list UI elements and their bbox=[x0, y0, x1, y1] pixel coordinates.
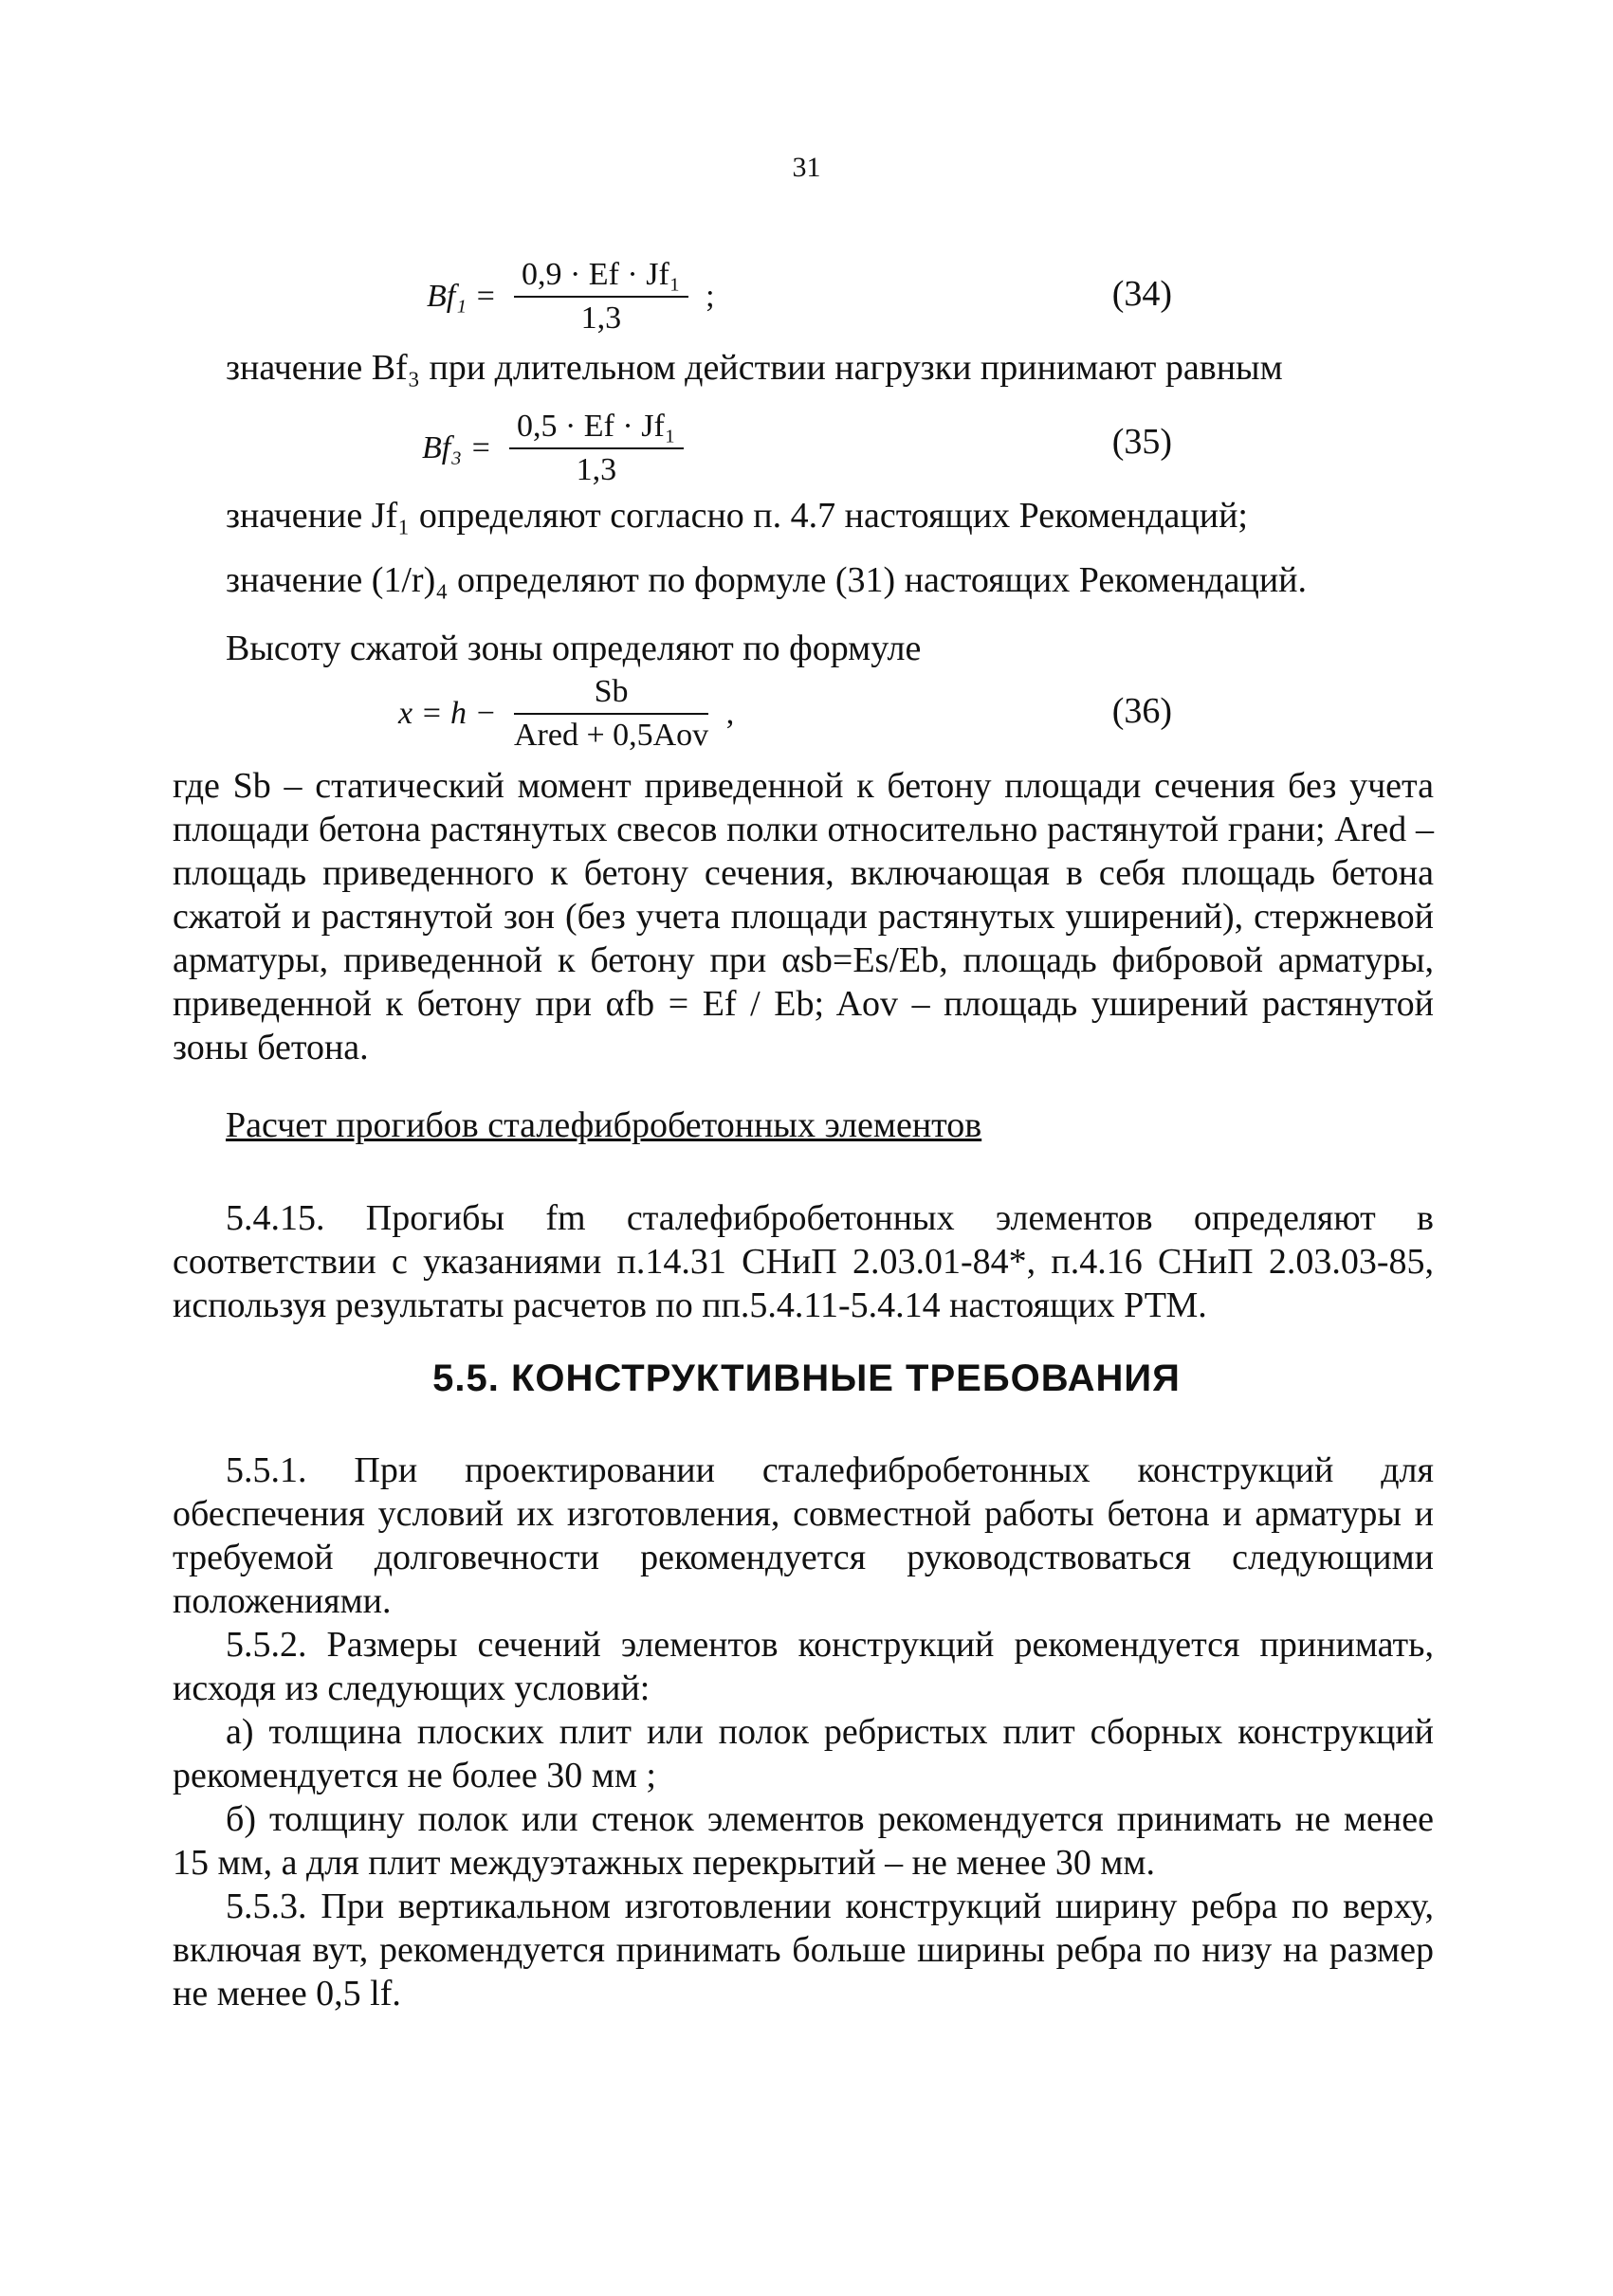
equation-34-fraction bbox=[514, 254, 688, 339]
equation-35-lhs: Bf₃ = bbox=[422, 430, 492, 465]
paragraph-5-5-2-b: б) толщину полок или стенок элементов рекомендуется принимать не менее 15 мм, а для плит междуэтажных перекрытий – не менее 30 мм. bbox=[173, 1799, 1434, 1883]
text-compressed-zone-height: Высоту сжатой зоны определяют по формуле bbox=[226, 629, 922, 668]
paragraph-5-5-1: 5.5.1. При проектировании сталефибробетонных конструкций для обеспечения условий их изготовления, совместной работы бетона и арматуры и требуемой долговечности рекомендуется руководствоваться следующими положениями. bbox=[173, 1450, 1434, 1621]
equation-36-tail: , bbox=[725, 696, 735, 731]
equation-34-denominator: 1,3 bbox=[580, 301, 622, 336]
equation-36-number: (36) bbox=[1111, 691, 1172, 731]
equation-36-lhs: x = h − bbox=[398, 696, 497, 731]
equation-36-denominator: Ared + 0,5Aov bbox=[513, 718, 709, 753]
equation-36-fraction bbox=[514, 671, 708, 756]
paragraph-5-5-3: 5.5.3. При вертикальном изготовлении конструкций ширину ребра по верху, включая вут, рекомендуется принимать больше ширины ребра по низу на размер не менее 0,5 lf. bbox=[173, 1886, 1434, 2014]
equation-34-numerator: 0,9 · Ef · Jf₁ bbox=[514, 254, 688, 298]
subheading-deflections: Расчет прогибов сталефибробетонных элементов bbox=[226, 1105, 982, 1145]
equation-36 bbox=[398, 671, 734, 756]
equation-35 bbox=[422, 406, 684, 491]
text-curvature-value: значение (1/r)₄ определяют по формуле (31) настоящих Рекомендаций. bbox=[226, 560, 1307, 600]
section-title-5-5: 5.5. КОНСТРУКТИВНЫЕ ТРЕБОВАНИЯ bbox=[432, 1358, 1181, 1399]
text-jf-value: значение Jf₁ определяют согласно п. 4.7 настоящих Рекомендаций; bbox=[226, 496, 1248, 536]
equation-34 bbox=[427, 254, 715, 339]
equation-35-fraction bbox=[509, 406, 684, 491]
equation-34-number: (34) bbox=[1111, 274, 1172, 314]
page-number: 31 bbox=[792, 152, 821, 183]
equation-34-lhs: Bf₁ = bbox=[427, 279, 497, 314]
paragraph-5-5-2: 5.5.2. Размеры сечений элементов конструкций рекомендуется принимать, исходя из следующих условий: bbox=[173, 1625, 1434, 1708]
equation-34-tail: ; bbox=[706, 279, 715, 314]
paragraph-5-4-15: 5.4.15. Прогибы fm сталефибробетонных элементов определяют в соответствии с указаниями п.14.31 СНиП 2.03.01-84*, п.4.16 СНиП 2.03.03-85, используя результаты расчетов по пп.5.4.11-5.4.14 настоящих РТМ. bbox=[173, 1198, 1434, 1325]
equation-36-numerator: Sb bbox=[514, 671, 708, 715]
text-long-term-load: значение Bf₃ при длительном действии нагрузки принимают равным bbox=[226, 348, 1283, 388]
equation-35-denominator: 1,3 bbox=[576, 452, 617, 487]
equation-35-numerator: 0,5 · Ef · Jf₁ bbox=[509, 406, 684, 449]
paragraph-5-5-2-a: а) толщина плоских плит или полок ребристых плит сборных конструкций рекомендуется не более 30 мм ; bbox=[173, 1712, 1434, 1795]
equation-35-number: (35) bbox=[1111, 422, 1172, 462]
paragraph-where-definitions: где Sb – статический момент приведенной к бетону площади сечения без учета площади бетона растянутых свесов полки относительно растянутой грани; Ared – площадь приведенного к бетону сечения, включающая в себя площадь бетона сжатой и растянутой зон (без учета площади растянутых уширений), стержневой арматуры, приведенной к бетону при αsb=Es/Eb, площадь фибровой арматуры, приведенной к бетону при αfb = Ef / Eb; Aov – площадь уширений растянутой зоны бетона. bbox=[173, 766, 1434, 1067]
